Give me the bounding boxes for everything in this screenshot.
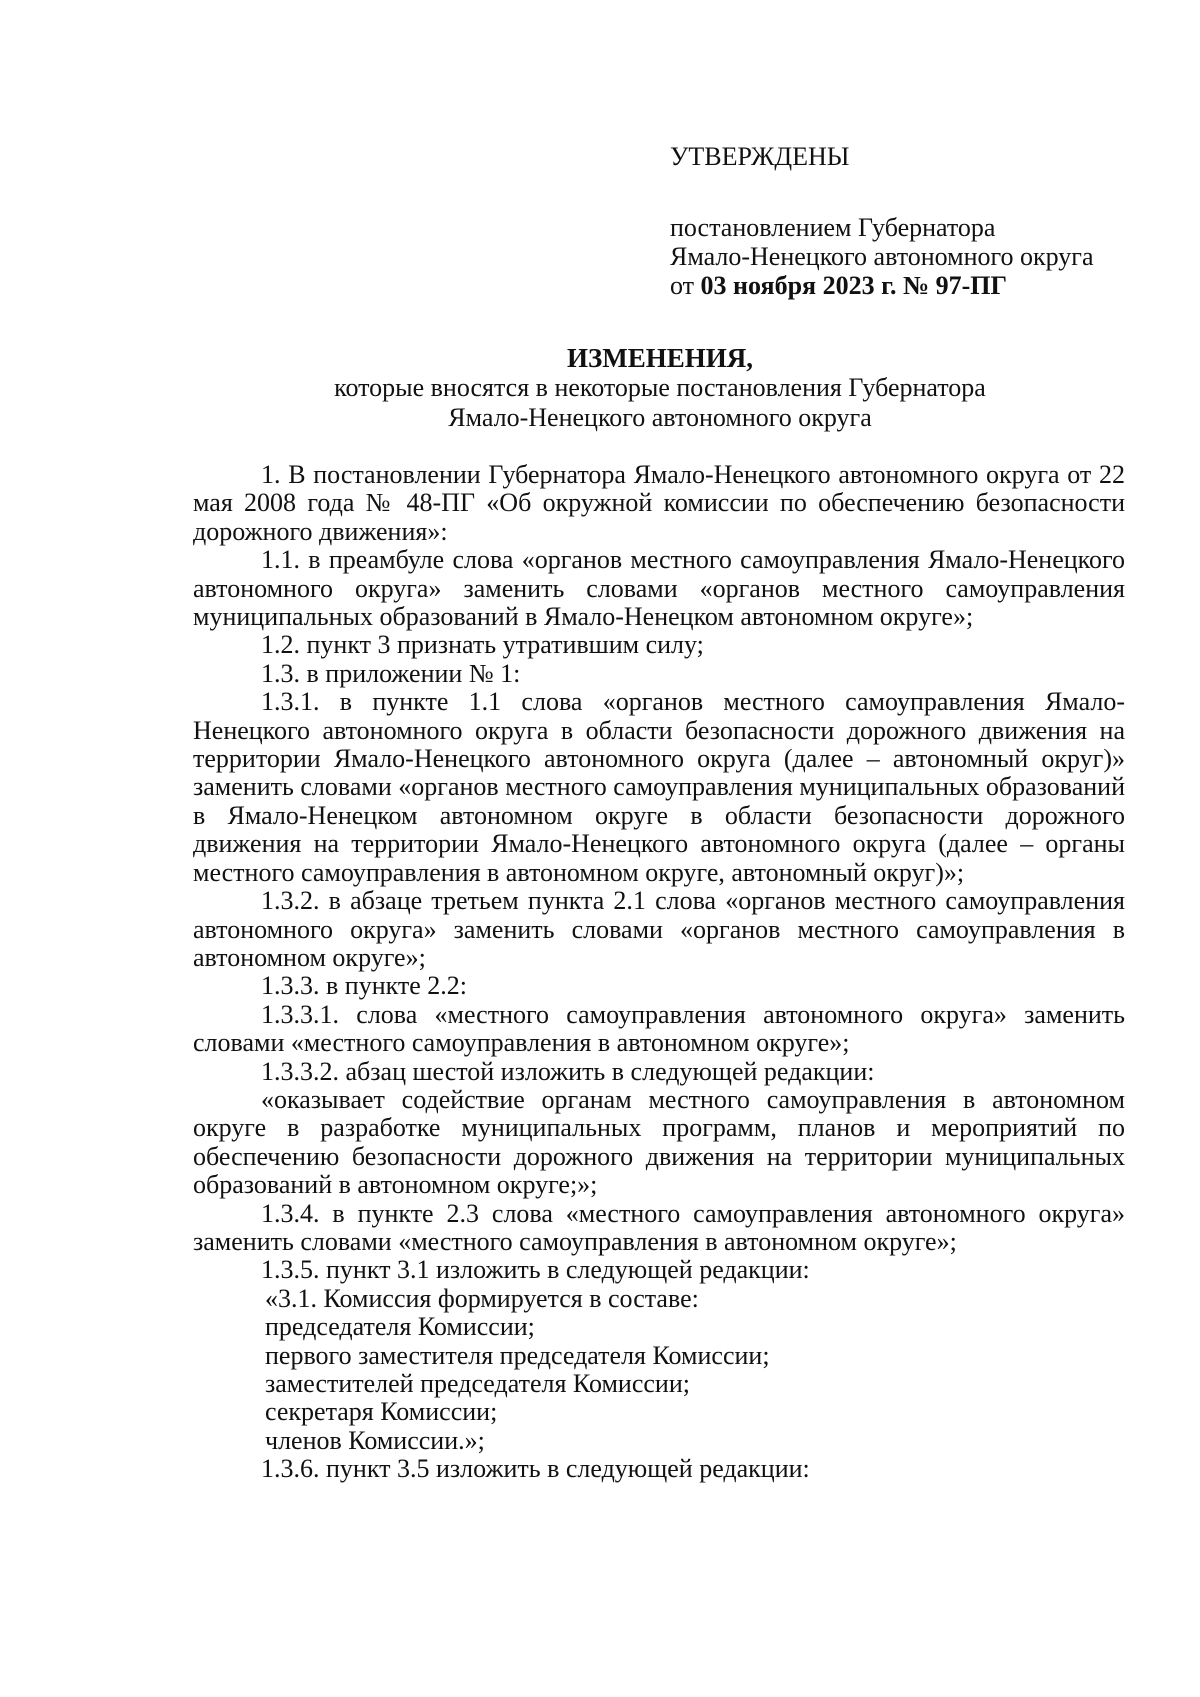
- paragraph: 1.3. в приложении № 1:: [261, 658, 521, 688]
- paragraph: 1.2. пункт 3 признать утратившим силу;: [261, 630, 704, 660]
- paragraph: 1.1. в преамбуле слова «органов местного самоуправления Ямало-Ненецкого автономного округа» заменить словами «органов местного самоуправления муниципальных образований в Ямало-Ненецком автономном округе»;: [193, 545, 1125, 632]
- paragraph: 1.3.5. пункт 3.1 изложить в следующей редакции:: [261, 1255, 810, 1285]
- paragraph: 1.3.3.1. слова «местного самоуправления автономного округа» заменить словами «местного самоуправления в автономном округе»;: [193, 999, 1125, 1058]
- paragraph: 1.3.2. в абзаце третьем пункта 2.1 слова «органов местного самоуправления автономного округа» заменить словами «органов местного самоуправления в автономном округе»;: [193, 886, 1125, 972]
- paragraph: «оказывает содействие органам местного самоуправления в автономном округе в разработке муниципальных программ, планов и мероприятий по обеспечению безопасности дорожного движения на территории муниципальных образований в автономном округе;»;: [193, 1084, 1125, 1200]
- quote-item: секретаря Комиссии;: [265, 1397, 498, 1427]
- paragraph: 1.3.3. в пункте 2.2:: [261, 971, 468, 1001]
- document-subtitle-line-2: Ямало-Ненецкого автономного округа: [448, 403, 872, 432]
- paragraph: 1.3.4. в пункте 2.3 слова «местного самоуправления автономного округа» заменить словами «местного самоуправления в автономном округе»;: [193, 1198, 1125, 1256]
- decree-date-line: [670, 271, 1150, 300]
- decree-line-1: постановлением Губернатора: [670, 213, 996, 242]
- date-prefix: от: [670, 271, 695, 300]
- document-body: [193, 461, 1125, 1484]
- quote-item: «3.1. Комиссия формируется в составе:: [265, 1283, 699, 1313]
- paragraph: 1. В постановлении Губернатора Ямало-Ненецкого автономного округа от 22 мая 2008 года № 48-ПГ «Об окружной комиссии по обеспечению безопасности дорожного движения»:: [193, 460, 1125, 546]
- paragraph: 1.3.3.2. абзац шестой изложить в следующей редакции:: [261, 1056, 875, 1086]
- decree-line-2: Ямало-Ненецкого автономного округа: [670, 242, 1094, 271]
- title-block: [180, 343, 1140, 433]
- paragraph: 1.3.1. в пункте 1.1 слова «органов местного самоуправления Ямало-Ненецкого автономного округа в области безопасности дорожного движения на территории Ямало-Ненецкого автономного округа (далее – автономный округ)» заменить словами «органов местного самоуправления муниципальных образований в Ямало-Ненецком автономном округе в области безопасности дорожного движения на территории Ямало-Ненецкого автономного округа (далее – органы местного самоуправления в автономном округе, автономный округ)»;: [193, 687, 1125, 887]
- quote-item: заместителей председателя Комиссии;: [265, 1369, 690, 1398]
- quote-item: первого заместителя председателя Комиссии;: [265, 1340, 770, 1370]
- document-title: ИЗМЕНЕНИЯ,: [566, 343, 753, 373]
- decree-date-number: 03 ноября 2023 г. № 97-ПГ: [700, 271, 1008, 300]
- paragraph: 1.3.6. пункт 3.5 изложить в следующей редакции:: [261, 1454, 810, 1484]
- quote-item: членов Комиссии.»;: [265, 1425, 485, 1455]
- approval-block: [670, 142, 1150, 300]
- document-subtitle-line-1: которые вносятся в некоторые постановления Губернатора: [334, 373, 986, 402]
- quote-item: председателя Комиссии;: [265, 1312, 535, 1342]
- approved-label: УТВЕРЖДЕНЫ: [670, 142, 850, 171]
